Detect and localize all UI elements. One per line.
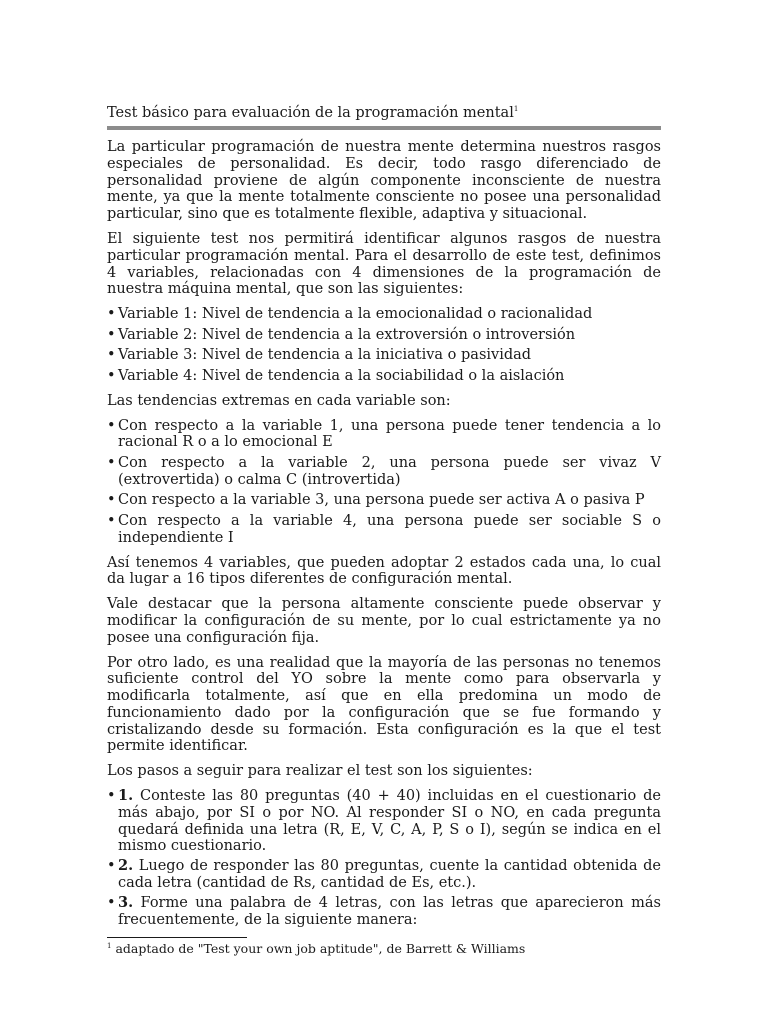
list-item bbox=[107, 455, 661, 489]
steps-list bbox=[107, 788, 661, 929]
title-footnote-marker: 1 bbox=[513, 105, 519, 114]
document-page bbox=[107, 104, 661, 957]
list-item-text: Con respecto a la variable 4, una persona puede ser sociable S o independiente I bbox=[118, 512, 661, 546]
variables-list bbox=[107, 306, 661, 385]
step-text: Conteste las 80 preguntas (40 + 40) incluidas en el cuestionario de más abajo, por SI o por NO. Al responder SI o NO, en cada pregunta quedará definida una letra (R, E, V, C, A, P, S o I), según se indica en el mismo cuestionario. bbox=[118, 788, 661, 855]
list-item-text: Variable 2: Nivel de tendencia a la extroversión o introversión bbox=[118, 326, 576, 343]
list-item bbox=[107, 418, 661, 452]
list-item bbox=[107, 347, 661, 364]
bullet-icon: • bbox=[107, 417, 116, 434]
list-item bbox=[107, 327, 661, 344]
step-number: 1. bbox=[118, 787, 134, 805]
footnote-marker: 1 bbox=[107, 941, 112, 950]
list-item-text: Con respecto a la variable 1, una persona puede tener tendencia a lo racional R o a lo emocional E bbox=[118, 417, 661, 451]
step-number: 3. bbox=[118, 894, 134, 912]
list-item-text: Con respecto a la variable 2, una persona puede ser vivaz V (extrovertida) o calma C (introvertida) bbox=[118, 454, 661, 488]
bullet-icon: • bbox=[107, 367, 116, 384]
list-item-text: Variable 4: Nivel de tendencia a la sociabilidad o la aislación bbox=[118, 367, 565, 384]
variables-summary-paragraph: Así tenemos 4 variables, que pueden adoptar 2 estados cada una, lo cual da lugar a 16 tipos diferentes de configuración mental. bbox=[107, 554, 661, 588]
bullet-icon: • bbox=[107, 492, 116, 509]
step-text: Luego de responder las 80 preguntas, cuente la cantidad obtenida de cada letra (cantidad de Rs, cantidad de Es, etc.). bbox=[118, 858, 661, 892]
step-number: 2. bbox=[118, 857, 134, 875]
step-item bbox=[107, 895, 661, 929]
tendencies-heading: Las tendencias extremas en cada variable son: bbox=[107, 392, 451, 409]
document-title bbox=[107, 104, 661, 126]
step-text: Forme una palabra de 4 letras, con las letras que aparecieron más frecuentemente, de la siguiente manera: bbox=[118, 895, 661, 929]
bullet-icon: • bbox=[107, 512, 116, 529]
bullet-icon: • bbox=[107, 858, 116, 875]
list-item bbox=[107, 513, 661, 547]
tendencies-list bbox=[107, 418, 661, 547]
bullet-icon: • bbox=[107, 788, 116, 805]
list-item bbox=[107, 492, 661, 509]
footnote-rule bbox=[107, 937, 247, 938]
steps-heading: Los pasos a seguir para realizar el test son los siguientes: bbox=[107, 763, 533, 780]
title-rule bbox=[107, 126, 661, 130]
conscious-person-paragraph: Vale destacar que la persona altamente consciente puede observar y modificar la configuración de su mente, por lo cual estrictamente ya no posee una configuración fija. bbox=[107, 596, 661, 646]
intro-paragraph: La particular programación de nuestra mente determina nuestros rasgos especiales de personalidad. Es decir, todo rasgo diferenciado de personalidad proviene de algún componente inconsciente de nuestra mente, ya que la mente totalmente consciente no posee una personalidad particular, sino que es totalmente flexible, adaptiva y situacional. bbox=[107, 139, 661, 223]
footnote-text: adaptado de "Test your own job aptitude", de Barrett & Williams bbox=[111, 940, 526, 956]
list-item-text: Variable 3: Nivel de tendencia a la iniciativa o pasividad bbox=[118, 347, 532, 364]
list-item bbox=[107, 368, 661, 385]
majority-paragraph: Por otro lado, es una realidad que la mayoría de las personas no tenemos suficiente control del YO sobre la mente como para observarla y modificarla totalmente, así que en ella predomina un modo de funcionamiento dado por la configuración que se fue formando y cristalizando desde su formación. Esta configuración es la que el test permite identificar. bbox=[107, 654, 661, 755]
footnote bbox=[107, 941, 661, 957]
test-description-paragraph: El siguiente test nos permitirá identificar algunos rasgos de nuestra particular programación mental. Para el desarrollo de este test, definimos 4 variables, relacionadas con 4 dimensiones de la programación de nuestra máquina mental, que son las siguientes: bbox=[107, 230, 661, 298]
bullet-icon: • bbox=[107, 347, 116, 364]
bullet-icon: • bbox=[107, 326, 116, 343]
step-item bbox=[107, 788, 661, 855]
bullet-icon: • bbox=[107, 306, 116, 323]
bullet-icon: • bbox=[107, 895, 116, 912]
list-item bbox=[107, 306, 661, 323]
list-item-text: Con respecto a la variable 3, una persona puede ser activa A o pasiva P bbox=[118, 492, 645, 509]
title-text: Test básico para evaluación de la programación mental bbox=[107, 105, 514, 121]
step-item bbox=[107, 858, 661, 892]
bullet-icon: • bbox=[107, 454, 116, 471]
list-item-text: Variable 1: Nivel de tendencia a la emocionalidad o racionalidad bbox=[118, 306, 593, 323]
